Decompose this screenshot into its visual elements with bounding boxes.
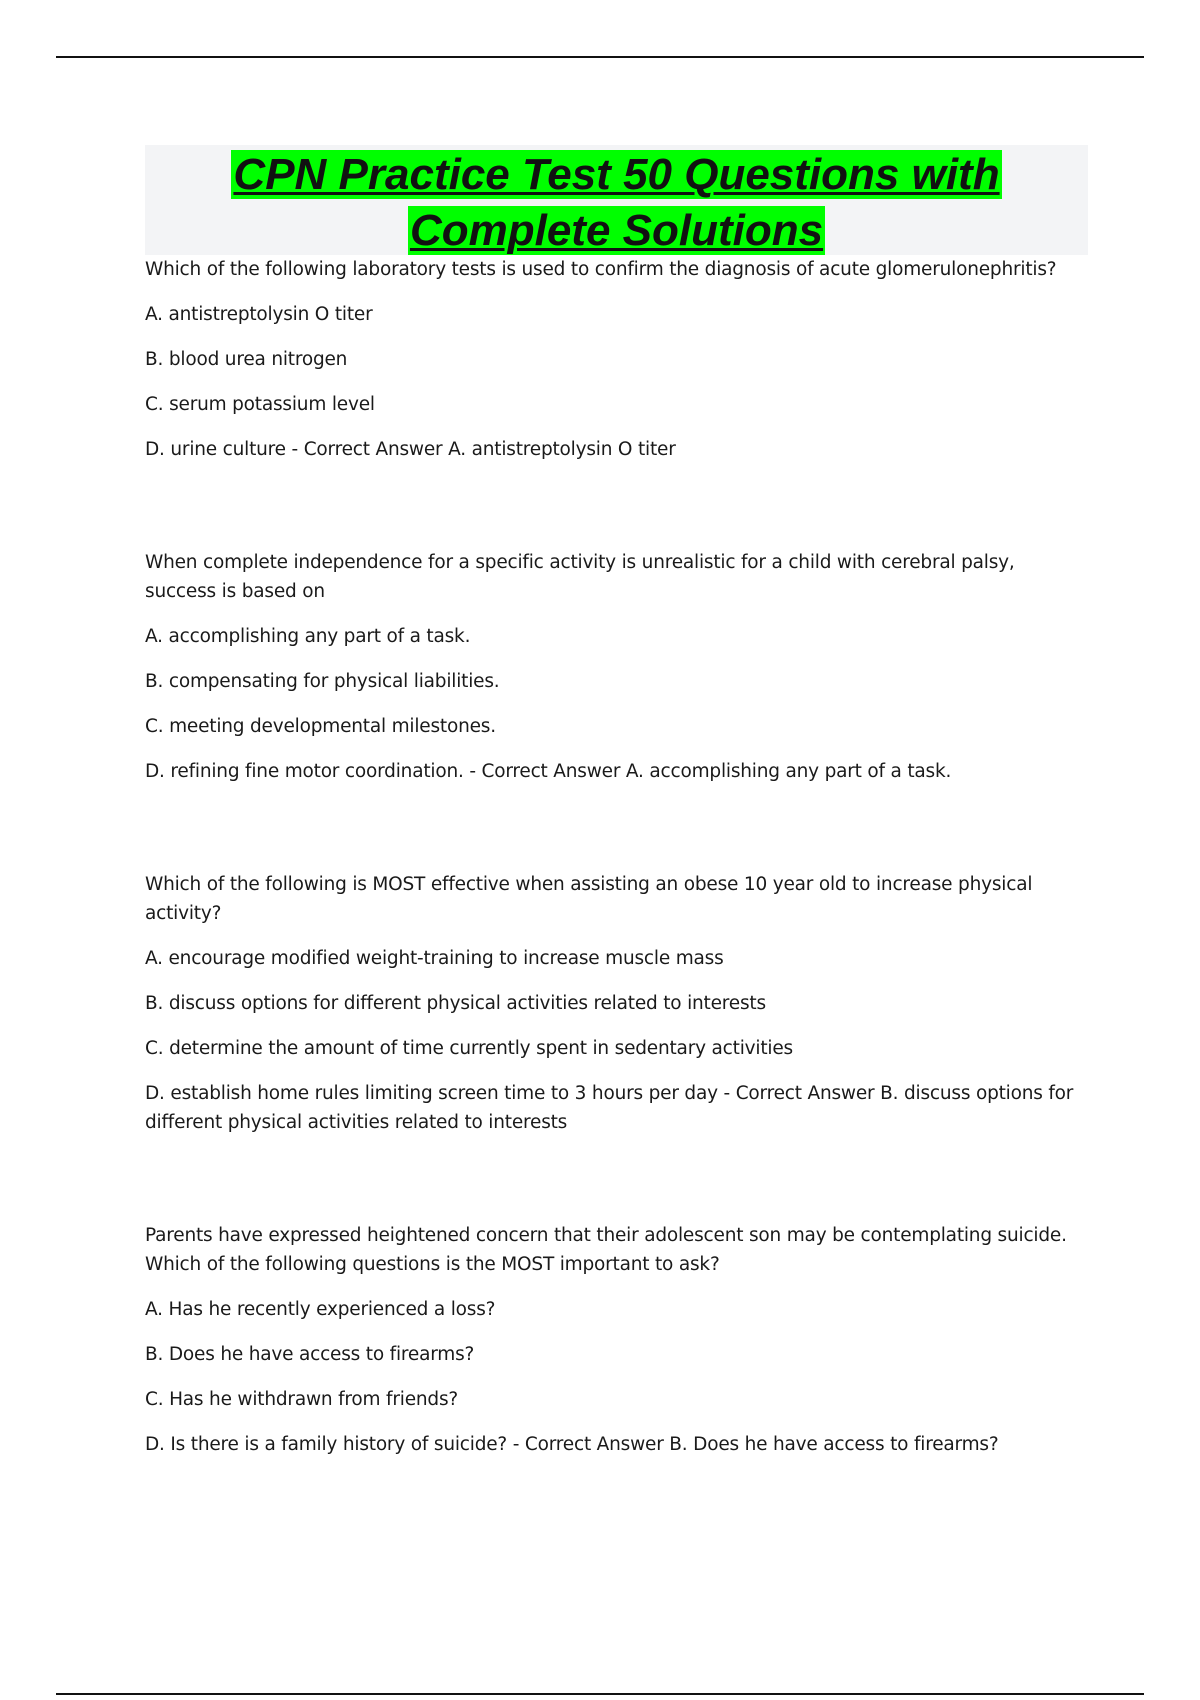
- option-b: B. discuss options for different physical activities related to interests: [145, 993, 766, 1014]
- document-title: CPN Practice Test 50 Questions with Complete Solutions: [233, 150, 1000, 255]
- option-c: C. serum potassium level: [145, 394, 375, 415]
- question-2: [145, 548, 1085, 786]
- header-rule: [56, 56, 1144, 58]
- option-b: B. compensating for physical liabilities.: [145, 671, 500, 692]
- question-list: [145, 255, 1085, 1543]
- question-text: Parents have expressed heightened concern that their adolescent son may be contemplating suicide. Which of the following questions is the MOST important to ask?: [145, 1225, 1067, 1275]
- option-a: A. encourage modified weight-training to increase muscle mass: [145, 948, 724, 969]
- option-c: C. determine the amount of time currently spent in sedentary activities: [145, 1038, 793, 1059]
- option-b: B. blood urea nitrogen: [145, 349, 348, 370]
- option-d-with-answer: D. refining fine motor coordination. - Correct Answer A. accomplishing any part of a task.: [145, 761, 952, 782]
- option-c: C. meeting developmental milestones.: [145, 716, 496, 737]
- question-3: [145, 870, 1085, 1137]
- option-a: A. accomplishing any part of a task.: [145, 626, 471, 647]
- option-d-with-answer: D. Is there is a family history of suicide? - Correct Answer B. Does he have access to firearms?: [145, 1434, 999, 1455]
- question-1: [145, 255, 1085, 464]
- option-b: B. Does he have access to firearms?: [145, 1344, 475, 1365]
- question-4: [145, 1221, 1085, 1459]
- question-text: Which of the following is MOST effective when assisting an obese 10 year old to increase physical activity?: [145, 874, 1033, 924]
- option-d-with-answer: D. urine culture - Correct Answer A. antistreptolysin O titer: [145, 439, 676, 460]
- option-c: C. Has he withdrawn from friends?: [145, 1389, 459, 1410]
- option-a: A. antistreptolysin O titer: [145, 304, 373, 325]
- footer-rule: [56, 1693, 1144, 1695]
- option-a: A. Has he recently experienced a loss?: [145, 1299, 496, 1320]
- option-d-with-answer: D. establish home rules limiting screen time to 3 hours per day - Correct Answer B. discuss options for different physical activities related to interests: [145, 1083, 1074, 1133]
- question-text: When complete independence for a specific activity is unrealistic for a child with cerebral palsy, success is based on: [145, 552, 1015, 602]
- question-text: Which of the following laboratory tests is used to confirm the diagnosis of acute glomerulonephritis?: [145, 259, 1057, 280]
- title-block: [145, 145, 1088, 255]
